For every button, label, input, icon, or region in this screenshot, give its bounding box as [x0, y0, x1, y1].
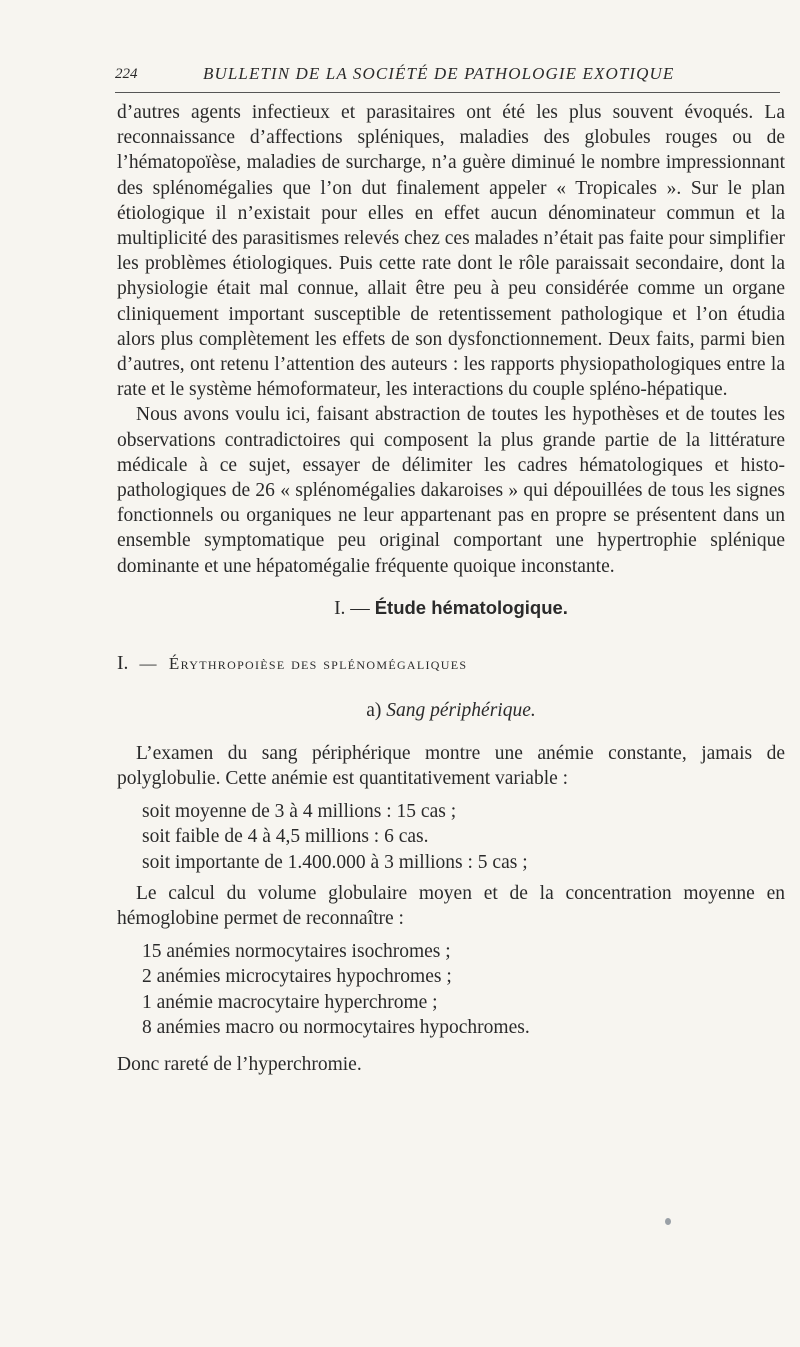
running-header: [115, 64, 780, 93]
subsection-dash: —: [139, 653, 158, 673]
list-item: 15 anémies normocytaires isochromes ;: [142, 941, 451, 963]
list-item: 1 anémie macrocytaire hyperchrome ;: [142, 991, 438, 1013]
subsection-number: I.: [117, 652, 129, 674]
anemia-type-list: [117, 939, 785, 1040]
article-body: [117, 100, 785, 1077]
subsection-title: Érythropoièse des splénomégaliques: [168, 653, 468, 673]
paragraph-2: Nous avons voulu ici, faisant abstraction de toutes les hypothèses et de toutes les observations contradictoires qui composent la plus grande partie de la littérature médicale à ce sujet, essayer de délimiter les cadres hématologiques et histo-pathologiques de 26 « splénomégalies dakaroises » qui dépouillées de tous les signes fonctionnels ou organiques ne leur appartenant pas en propre se présentent dans un ensemble symptomatique peu original comportant une hypertrophie splénique dominante et une hépatomégalie fréquente quoique inconstante.: [117, 404, 785, 577]
ink-spot: [665, 1218, 671, 1225]
paragraph-5: Donc rareté de l’hyperchromie.: [117, 1054, 362, 1076]
section-number: I. —: [334, 597, 370, 619]
subsubsection-title: Sang périphérique.: [386, 699, 536, 721]
section-title: Étude hématologique.: [374, 596, 568, 618]
list-item: 2 anémies microcytaires hypochromes ;: [142, 966, 452, 988]
list-item: soit moyenne de 3 à 4 millions : 15 cas ;: [142, 801, 457, 823]
subsubsection-heading: [117, 698, 785, 723]
page-number: 224: [115, 66, 138, 82]
subsubsection-label: a): [366, 699, 382, 721]
list-item: soit faible de 4 à 4,5 millions : 6 cas.: [142, 826, 429, 848]
paragraph-3: L’examen du sang périphérique montre une anémie constante, jamais de polyglobulie. Cette anémie est quantitativement variable :: [117, 742, 785, 790]
subsection-heading: [117, 651, 785, 676]
running-title: BULLETIN DE LA SOCIÉTÉ DE PATHOLOGIE EXOTIQUE: [203, 64, 675, 83]
section-heading: [117, 595, 785, 621]
anemia-level-list: [117, 799, 785, 875]
list-item: soit importante de 1.400.000 à 3 millions : 5 cas ;: [142, 851, 528, 873]
paragraph-1: d’autres agents infectieux et parasitaires ont été les plus souvent évoqués. La reconnaissance d’affections spléniques, maladies des globules rouges ou de l’hématopoïèse, maladies de surcharge, n’a guère diminué le nombre impressionnant des splénomégalies que l’on dut finalement appeler « Tropicales ». Sur le plan étiologique il n’existait pour elles en effet aucun dénominateur commun et la multiplicité des parasitismes relevés chez ces malades n’était pas faite pour simplifier les problèmes étiologiques. Puis cette rate dont le rôle paraissait secondaire, dont la physiologie était mal connue, allait être peu à peu considérée comme un organe cliniquement important susceptible de retentissement pathologique et l’on étudia alors plus complètement les effets de son dysfonctionnement. Deux faits, parmi bien d’autres, ont retenu l’attention des auteurs : les rapports physiopathologiques entre la rate et le système hémoformateur, les interactions du couple spléno-hépatique.: [117, 102, 785, 401]
paragraph-4: Le calcul du volume globulaire moyen et de la concentration moyenne en hémoglobine permet de reconnaître :: [117, 882, 785, 930]
list-item: 8 anémies macro ou normocytaires hypochromes.: [142, 1016, 530, 1038]
